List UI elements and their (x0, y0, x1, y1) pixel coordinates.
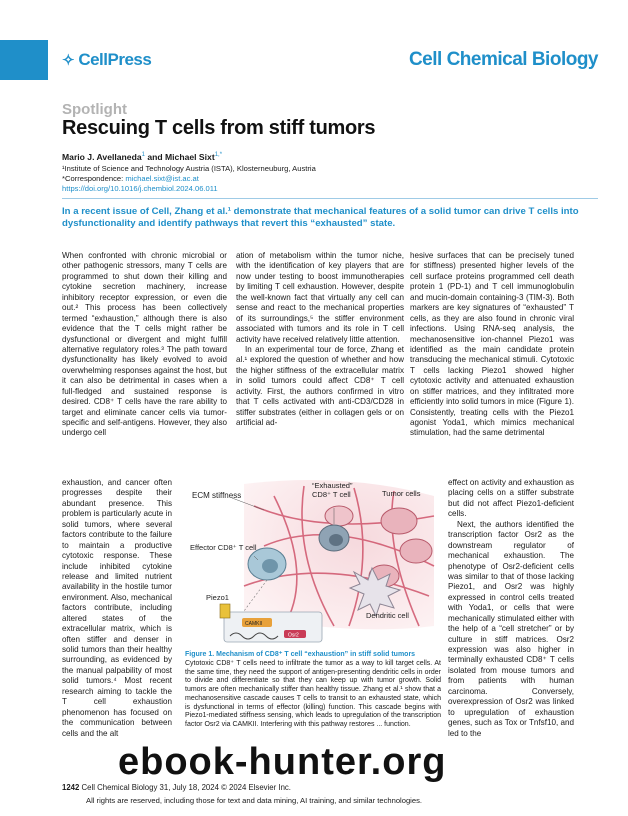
figure-illustration (184, 476, 442, 646)
figure-caption (185, 651, 441, 730)
watermark-text: ebook-hunter.org (118, 741, 447, 783)
label-exhausted-line1: “Exhausted” (312, 481, 353, 490)
exhausted-t-cell (319, 525, 349, 551)
author-line (62, 152, 222, 162)
figure-caption-title: Figure 1. Mechanism of CD8⁺ T cell “exhaustion” in stiff solid tumors (185, 651, 416, 658)
page-number: 1242 (62, 783, 80, 792)
label-osr2: Osr2 (288, 632, 299, 639)
piezo1-channel (220, 604, 230, 618)
rights-notice: All rights are reserved, including those for text and data mining, AI training, and similar technologies. (86, 796, 422, 805)
publisher-logo[interactable] (62, 50, 151, 70)
paragraph: exhaustion, and cancer often progresses despite their abundant presence. This problem is particularly acute in solid tumors, where several factors contribute to the failure to maintain a productive cytotoxic response. These include inhibited cytokine release and limited nutrient availability in the hostile tumor environment. Also, mechanical factors contribute, including altered states of the extracellular matrix, which is often stiffer and denser in solid tumors than their healthy surrounding, as evidenced by the manual palpability of most solid tumors.⁴ Most recent research aiming to tackle the T cell exhaustion phenomenon has focused on the communication between cells and the alt (62, 478, 172, 738)
paragraph: In an experimental tour de force, Zhang et al.¹ explored the question of whether and how the higher stiffness of the extracellular matrix in solid tumors could affect CD8⁺ T cell activity. First, the authors confirmed in vitro that T cells activated with anti-CD3/CD28 in stiffer substrates (either in collagen gels or on artificial ad- (236, 344, 404, 427)
abstract: In a recent issue of Cell, Zhang et al.¹ demonstrate that mechanical features of a solid tumor can drive T cells into dysfunctionality and identify pathways that revert this “exhausted” state. (62, 206, 579, 230)
author-2[interactable]: and Michael Sixt (144, 152, 215, 162)
body-column-1 (62, 251, 227, 439)
affiliation: ¹Institute of Science and Technology Austria (ISTA), Klosterneuburg, Austria (62, 164, 316, 173)
paragraph: When confronted with chronic microbial or other pathogenic stressors, many T cells are programmed to shut down their killing and cytokine secretion machinery, increase inhibitory receptor expression, or even die out.² This process has been collectively termed “exhaustion,” although there is also evidence that the T cells might rather be dysfunctional or divergent and might fulfill alternative regulatory roles.³ The path toward dysfunctionality has likely evolved to avoid overwhelming responses against the host, but it can also be detrimental in cases when a full-fledged and sustained response is desired. CD8⁺ T cells have the rare ability to target and eliminate cancer cells via tumor-specific and self-antigens. However, they also undergo cell (62, 251, 227, 438)
paragraph: ation of metabolism within the tumor niche, with the identification of key players that are now under testing to boost immunotherapies by limiting T cell exhaustion. However, despite the well-known fact that virtually any cell can sense and react to the mechanical properties of its surroundings,⁵ the stiffer environment associated with tumors and its role in T cell activity have received relatively little attention. (236, 251, 404, 344)
journal-name[interactable]: Cell Chemical Biology (408, 49, 598, 70)
paragraph: hesive surfaces that can be precisely tuned for stiffness) presented higher levels of the cell surface proteins programmed cell death protein 1 (PD-1) and T cell immunoglobulin and mucin-domain containing-3 (TIM-3). Both markers are key signatures of “exhausted” T cells, as they are also found in chronic viral infections. Using RNA-seq analysis, the mechanosensitive ion-channel Piezo1 was identified as the main candidate protein transducing the mechanical stimuli. Cytotoxic T cells lacking Piezo1 showed higher cytotoxic activity and attenuated exhaustion on stiffer matrices, and they infiltrated more efficiently into solid tumors in mice (Figure 1). Consistently, treating cells with the Piezo1 agonist Yoda1, which mimics mechanical stimulation, had the same detrimental (410, 251, 574, 438)
correspondence-email-link[interactable]: michael.sixt@ist.ac.at (125, 174, 199, 183)
label-ecm-stiffness: ECM stiffness (192, 491, 242, 500)
author-2-sup: 1,* (214, 152, 223, 159)
body-column-3-continued (448, 478, 574, 739)
cellpress-icon: ✧ (62, 52, 75, 69)
article-title: Rescuing T cells from stiff tumors (62, 117, 376, 139)
section-label: Spotlight (62, 101, 127, 118)
label-tumor-cells: Tumor cells (382, 489, 421, 498)
label-camkii: CAMKII (245, 621, 263, 627)
header-divider (62, 198, 598, 199)
body-column-1-continued (62, 478, 172, 739)
figure-caption-text: Cytotoxic CD8⁺ T cells need to infiltrate the tumor as a way to kill target cells. At the same time, they need the support of antigen-presenting dendritic cells in order to divide and differentiate so that they can keep up with tumor growth. Solid tumors are often mechanically stiffer than healthy tissue. Zhang et al.¹ show that a mechanosensitive cascade causes T cells to transit to an exhausted state, which is dysfunctional in terms of effector (killing) function. This cascade begins with Piezo1-mediated stiffness sensing, which leads to upregulation of the transcription factor Osr2 via CAMKII. Interfering with this pathway restores ... function. (185, 659, 441, 728)
effector-t-cell (248, 548, 286, 580)
journal-citation: Cell Chemical Biology 31, July 18, 2024 © 2024 Elsevier Inc. (79, 783, 291, 792)
label-piezo1: Piezo1 (206, 593, 229, 602)
journal-tab-marker (0, 40, 48, 80)
label-exhausted-line2: CD8⁺ T cell (312, 490, 351, 499)
page-footer (62, 783, 291, 792)
paragraph: effect on activity and exhaustion as placing cells on a stiffer substrate but did not affect Piezo1-deficient cells. (448, 478, 574, 519)
paragraph: Next, the authors identified the transcription factor Osr2 as the downstream regulator of mechanical exhaustion. The phenotype of Osr2-deficient cells was similar to that of those lacking Piezo1, and Osr2 was highly expressed in control cells treated with Yoda1, or cells that were mechanically stimulated either with the help of a “cell stretcher” or by culture in stiff matrices. Osr2 expression was also higher in terminally exhausted CD8⁺ T cells isolated from mouse tumors and from patients with human carcinoma. Conversely, overexpression of Osr2 was linked to upregulation of exhaustion genes, such as Tox or Tnfsf10, and led to the (448, 519, 574, 738)
label-dendritic-cell: Dendritic cell (366, 611, 409, 620)
correspondence (62, 174, 199, 183)
body-column-2 (236, 251, 404, 428)
publisher-name: CellPress (78, 50, 152, 69)
doi-link[interactable]: https://doi.org/10.1016/j.chembiol.2024.06.011 (62, 184, 218, 193)
author-1[interactable]: Mario J. Avellaneda (62, 152, 142, 162)
label-effector-t-cell: Effector CD8⁺ T cell (190, 543, 257, 552)
author-1-sup: 1 (141, 152, 145, 159)
body-column-3 (410, 251, 574, 439)
correspondence-label: *Correspondence: (62, 174, 126, 183)
figure-1[interactable] (184, 476, 442, 646)
